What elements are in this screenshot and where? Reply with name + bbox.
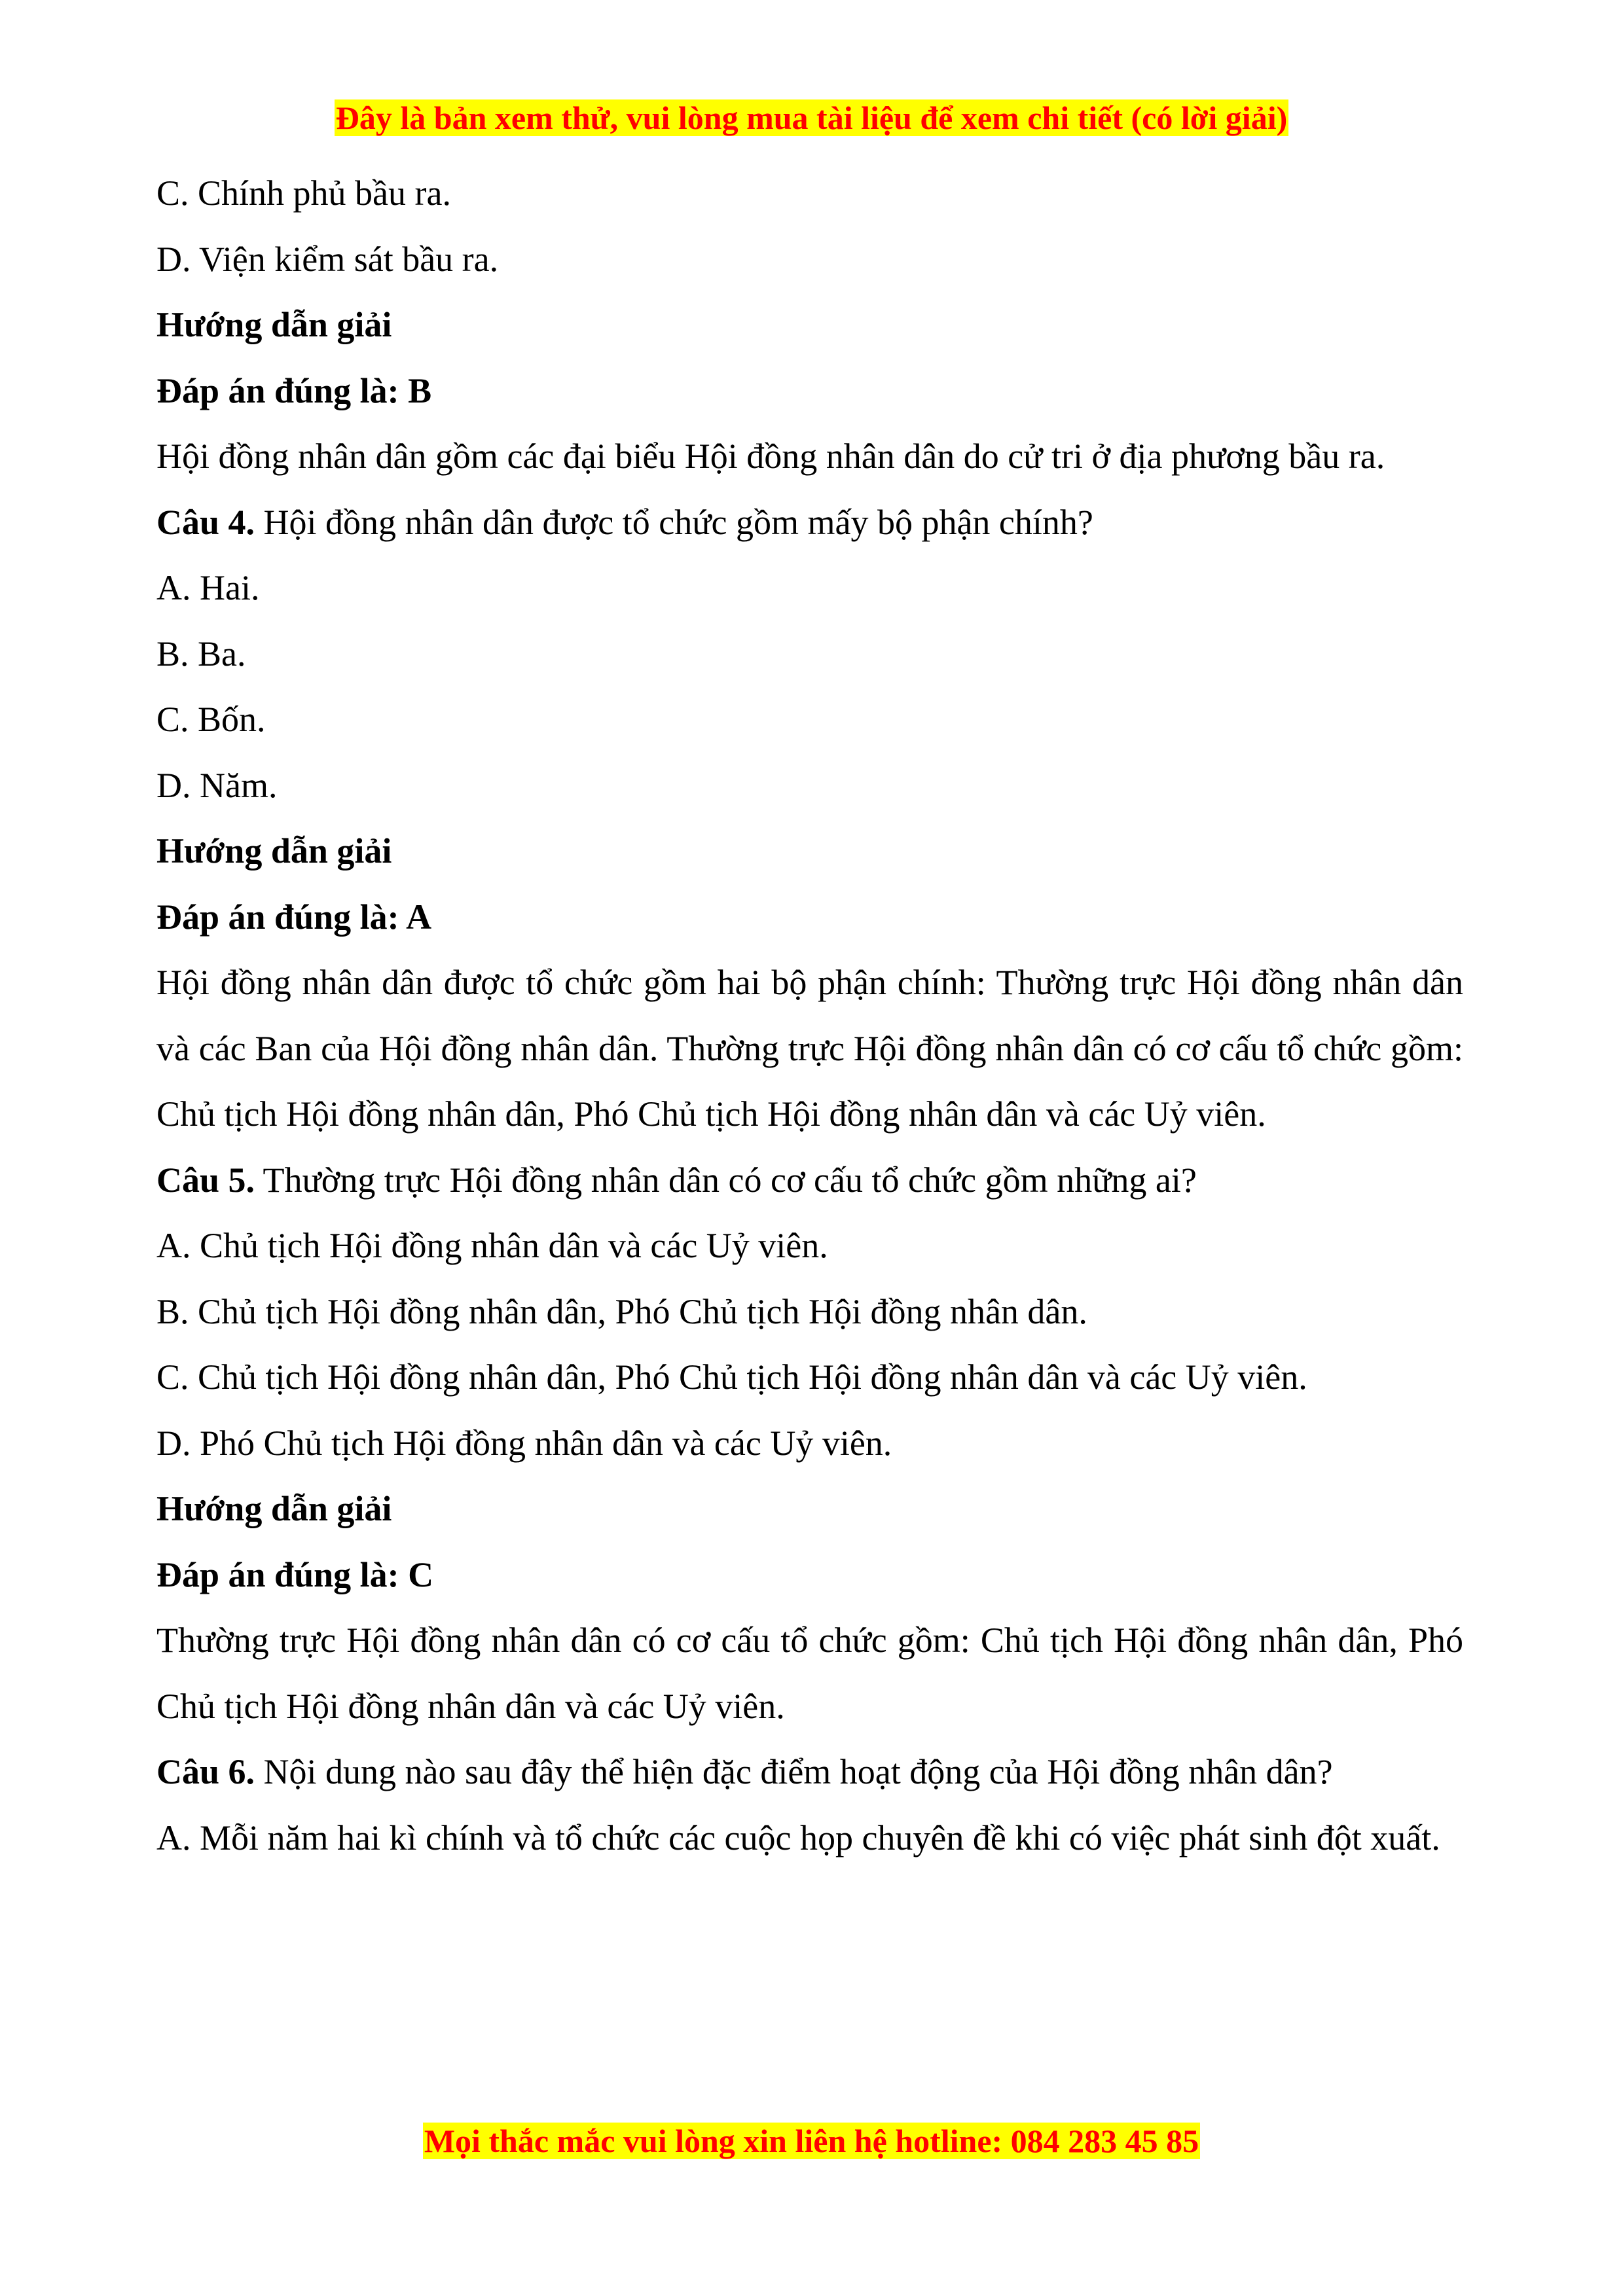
q3-answer: Đáp án đúng là: B bbox=[156, 370, 432, 410]
q6-text: Nội dung nào sau đây thể hiện đặc điểm hoạt động của Hội đồng nhân dân? bbox=[255, 1752, 1333, 1791]
q6-option-a: A. Mỗi năm hai kì chính và tổ chức các cuộc họp chuyên đề khi có việc phát sinh đột xuất. bbox=[156, 1818, 1440, 1857]
q3-explanation: Hội đồng nhân dân gồm các đại biểu Hội đồng nhân dân do cử tri ở địa phương bầu ra. bbox=[156, 437, 1385, 476]
q5-option-a: A. Chủ tịch Hội đồng nhân dân và các Uỷ viên. bbox=[156, 1226, 828, 1265]
q5-option-c: C. Chủ tịch Hội đồng nhân dân, Phó Chủ tịch Hội đồng nhân dân và các Uỷ viên. bbox=[156, 1357, 1307, 1397]
q5-option-b: B. Chủ tịch Hội đồng nhân dân, Phó Chủ tịch Hội đồng nhân dân. bbox=[156, 1291, 1087, 1331]
preview-notice-header bbox=[0, 98, 1623, 137]
q5-guide-heading: Hướng dẫn giải bbox=[156, 1489, 392, 1528]
q4-explanation: Hội đồng nhân dân được tổ chức gồm hai bộ phận chính: Thường trực Hội đồng nhân dân và các Ban của Hội đồng nhân dân. Thường trực Hội đồng nhân dân có cơ cấu tổ chức gồm: Chủ tịch Hội đồng nhân dân, Phó Chủ tịch Hội đồng nhân dân và các Uỷ viên. bbox=[156, 963, 1463, 1134]
q3-option-d: D. Viện kiểm sát bầu ra. bbox=[156, 239, 499, 279]
q4-option-d: D. Năm. bbox=[156, 765, 278, 805]
hotline-notice-text: Mọi thắc mắc vui lòng xin liên hệ hotline: 084 283 45 85 bbox=[424, 2123, 1199, 2159]
q6-question bbox=[156, 1739, 1463, 1805]
document-body bbox=[156, 160, 1463, 1871]
q4-label: Câu 4. bbox=[156, 502, 255, 542]
q6-label: Câu 6. bbox=[156, 1752, 255, 1791]
q4-guide-heading: Hướng dẫn giải bbox=[156, 831, 392, 870]
q4-option-a: A. Hai. bbox=[156, 568, 260, 607]
q3-guide-heading: Hướng dẫn giải bbox=[156, 305, 392, 344]
q5-label: Câu 5. bbox=[156, 1160, 255, 1200]
q4-option-b: B. Ba. bbox=[156, 634, 246, 673]
q5-answer: Đáp án đúng là: C bbox=[156, 1554, 434, 1594]
q4-answer: Đáp án đúng là: A bbox=[156, 897, 432, 937]
preview-notice-text: Đây là bản xem thử, vui lòng mua tài liệu để xem chi tiết (có lời giải) bbox=[335, 99, 1288, 136]
q5-question bbox=[156, 1147, 1463, 1213]
q4-option-c: C. Bốn. bbox=[156, 700, 266, 739]
q5-option-d: D. Phó Chủ tịch Hội đồng nhân dân và các Uỷ viên. bbox=[156, 1423, 892, 1463]
q5-text: Thường trực Hội đồng nhân dân có cơ cấu tổ chức gồm những ai? bbox=[255, 1160, 1197, 1200]
q4-question bbox=[156, 490, 1463, 556]
hotline-notice-footer bbox=[0, 2121, 1623, 2161]
q5-explanation: Thường trực Hội đồng nhân dân có cơ cấu tổ chức gồm: Chủ tịch Hội đồng nhân dân, Phó Chủ tịch Hội đồng nhân dân và các Uỷ viên. bbox=[156, 1621, 1463, 1726]
q4-text: Hội đồng nhân dân được tổ chức gồm mấy bộ phận chính? bbox=[255, 502, 1093, 542]
q3-option-c: C. Chính phủ bầu ra. bbox=[156, 173, 451, 213]
